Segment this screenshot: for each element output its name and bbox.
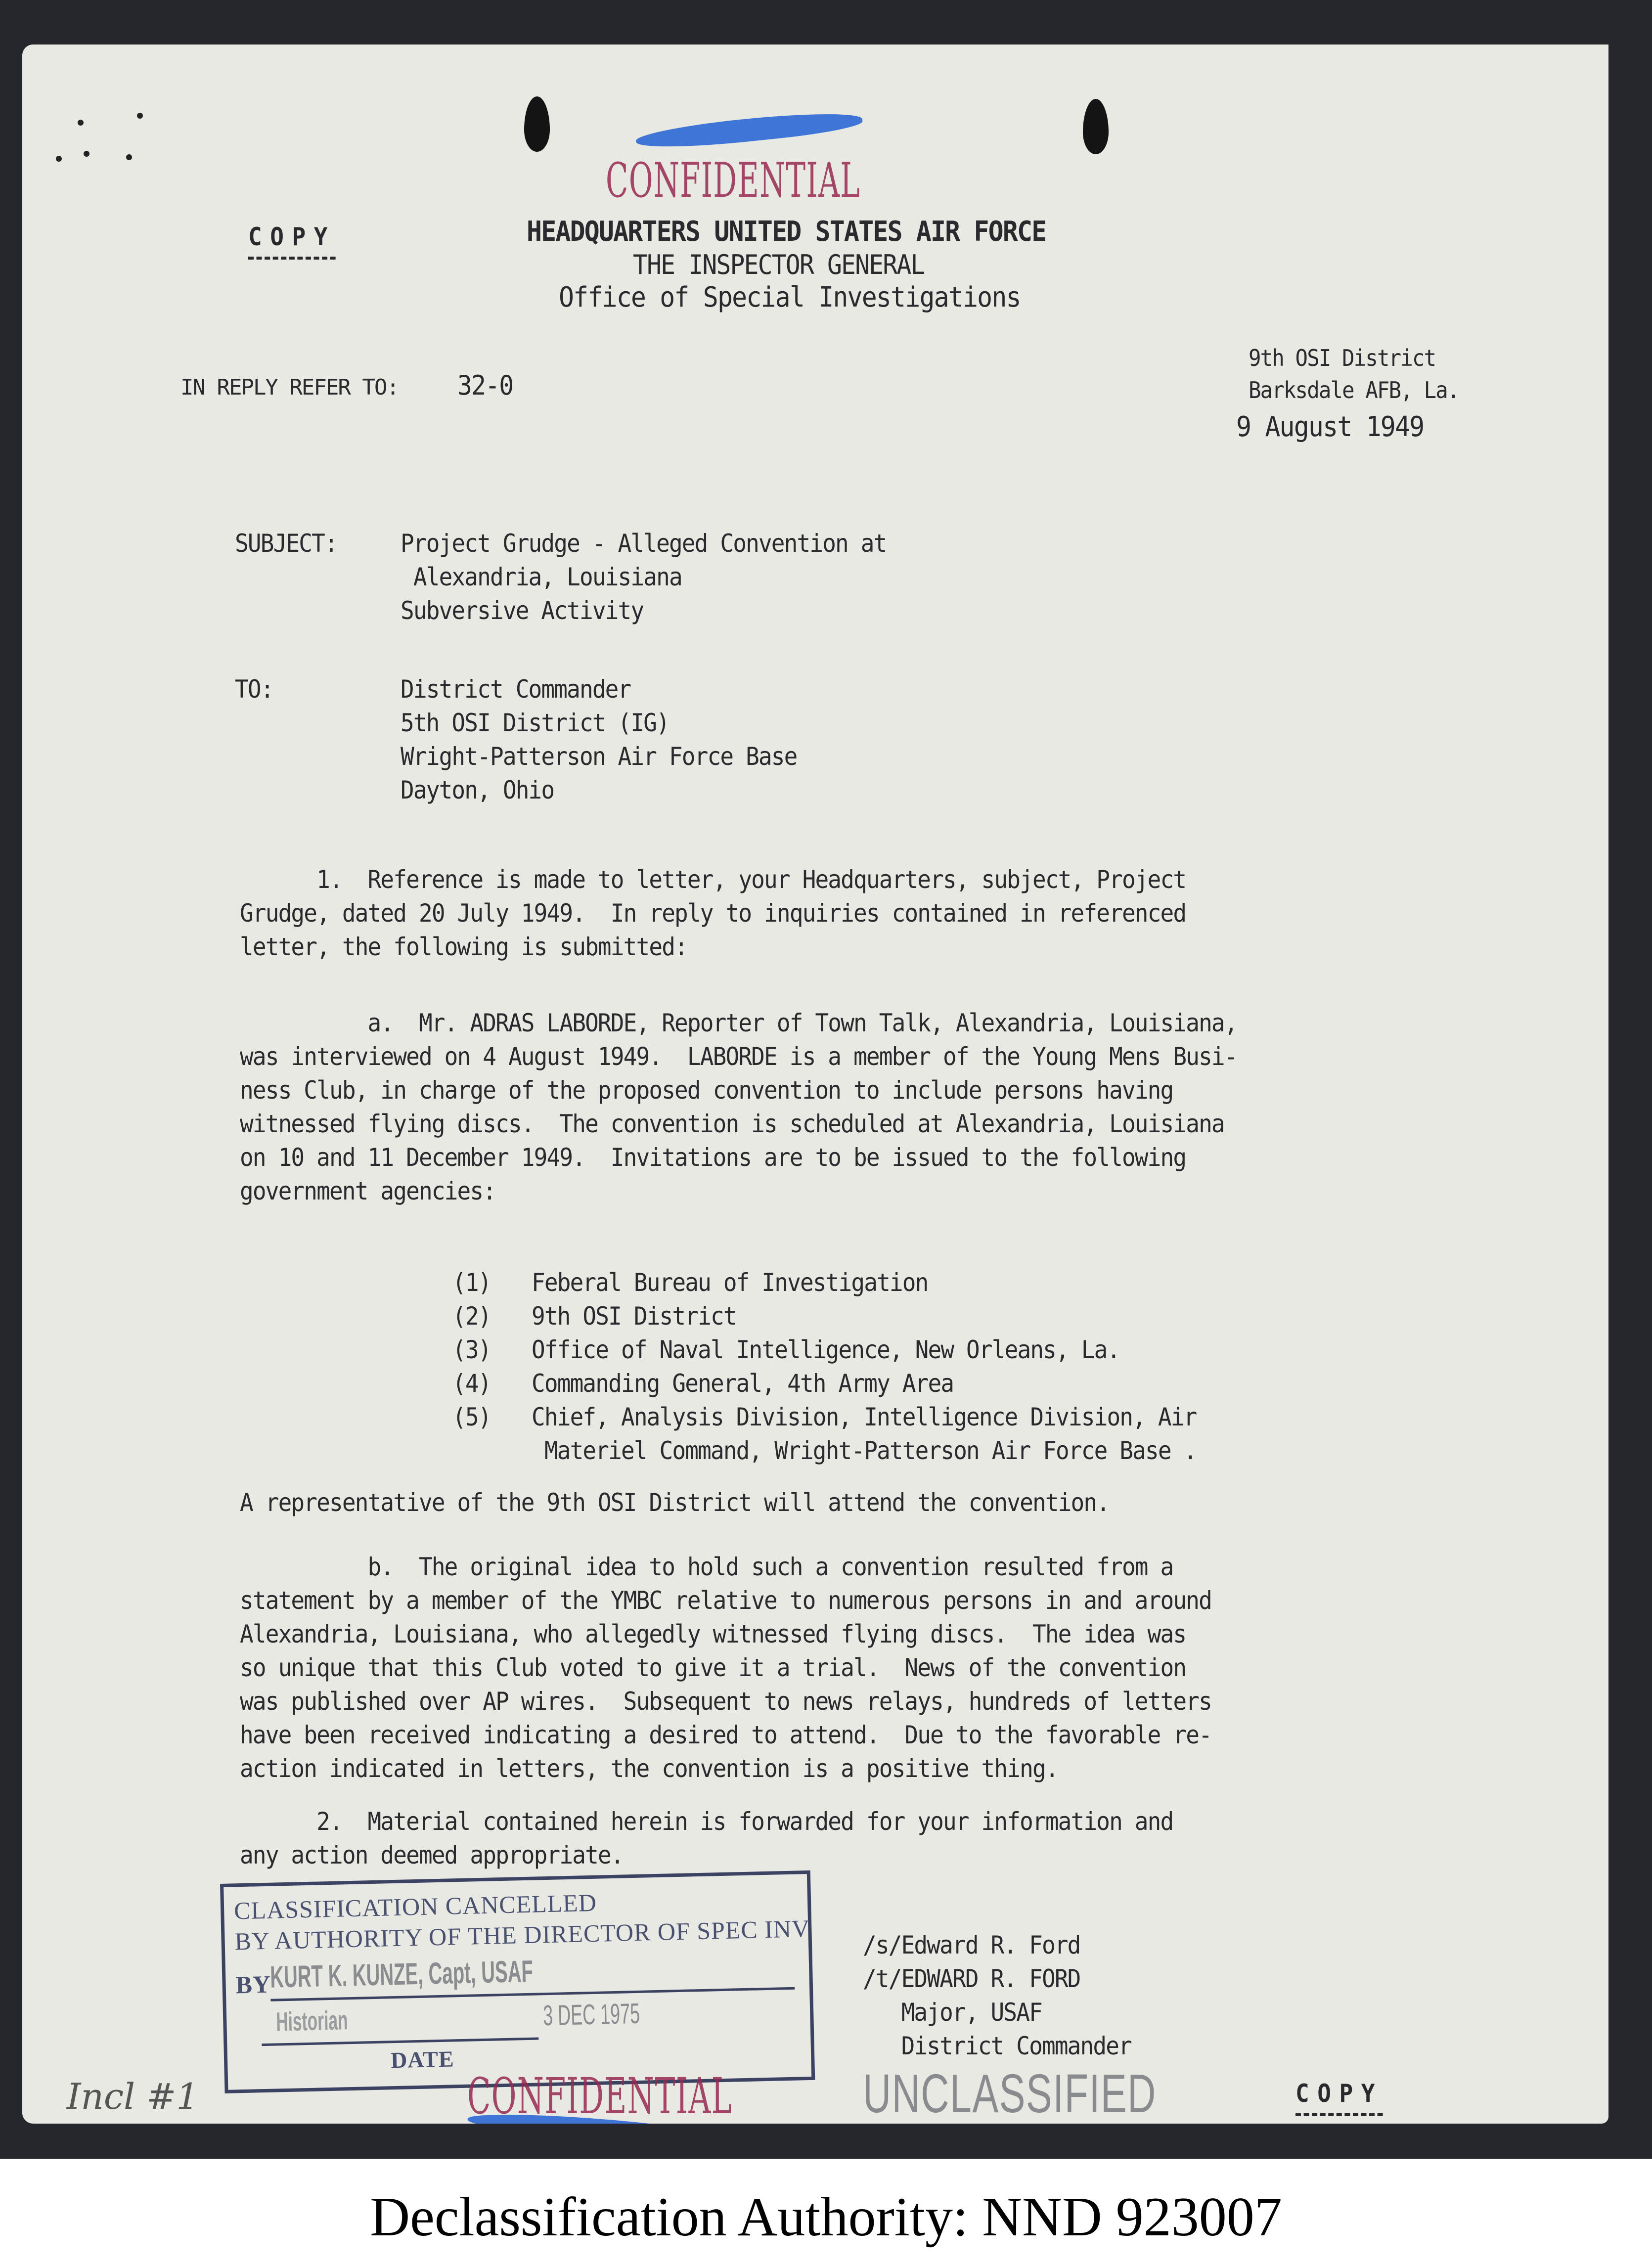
to-line: Dayton, Ohio xyxy=(401,776,554,804)
stamp-by-title: Historian xyxy=(275,2005,349,2037)
paragraph-line: on 10 and 11 December 1949. Invitations are to be issued to the following xyxy=(240,1143,1186,1172)
agency-number: (3) xyxy=(452,1335,491,1364)
paragraph-line: witnessed flying discs. The convention is scheduled at Alexandria, Louisiana xyxy=(240,1110,1224,1138)
signature-signed: /s/Edward R. Ford xyxy=(863,1931,1080,1959)
agency-text: Feberal Bureau of Investigation xyxy=(532,1268,928,1297)
declassification-stamp xyxy=(220,1870,815,2093)
reference-block xyxy=(180,370,513,404)
confidential-stamp-top: CONFIDENTIAL xyxy=(606,153,861,208)
letterhead-ig: THE INSPECTOR GENERAL xyxy=(633,249,925,280)
handwritten-enclosure-note: Incl #1 xyxy=(67,2076,199,2117)
punch-hole-right xyxy=(1083,99,1109,154)
stamp-date-label: DATE xyxy=(390,2046,455,2073)
copy-label-top: COPY xyxy=(248,220,336,260)
agency-text-continuation: Materiel Command, Wright-Patterson Air Force Base . xyxy=(532,1436,1197,1465)
letterhead-hq: HEADQUARTERS UNITED STATES AIR FORCE xyxy=(527,216,1046,248)
paragraph-line: 1. Reference is made to letter, your Headquarters, subject, Project xyxy=(240,865,1186,894)
signature-typed: /t/EDWARD R. FORD xyxy=(863,1964,1080,1993)
confidential-stamp-bottom: CONFIDENTIAL xyxy=(467,2067,732,2124)
staple-mark xyxy=(78,120,84,126)
punch-hole-left xyxy=(524,96,550,152)
paragraph-line: b. The original idea to hold such a convention resulted from a xyxy=(240,1553,1173,1581)
stamp-by-name: KURT K. KUNZE, Capt, USAF xyxy=(269,1954,534,1995)
unclassified-stamp: UNCLASSIFIED xyxy=(863,2063,1157,2124)
letterhead-osi: Office of Special Investigations xyxy=(559,281,1021,313)
agency-text: Commanding General, 4th Army Area xyxy=(532,1369,954,1398)
reference-value: 32-0 xyxy=(457,370,513,401)
to-label: TO: xyxy=(235,675,273,704)
letter-date: 9 August 1949 xyxy=(1236,411,1424,443)
to-line: 5th OSI District (IG) xyxy=(401,709,669,737)
paragraph-line: was interviewed on 4 August 1949. LABORDE is a member of the Young Mens Busi- xyxy=(240,1042,1237,1071)
staple-mark xyxy=(84,151,89,157)
paragraph-line: 2. Material contained herein is forwarded for your information and xyxy=(240,1807,1173,1836)
marker-strike-top xyxy=(635,107,863,153)
paragraph-line: action indicated in letters, the convention is a positive thing. xyxy=(240,1754,1058,1783)
to-line: District Commander xyxy=(401,675,631,704)
paragraph-line: Alexandria, Louisiana, who allegedly witnessed flying discs. The idea was xyxy=(240,1620,1186,1648)
stamp-by-label: BY xyxy=(235,1970,271,1999)
agency-number: (4) xyxy=(452,1369,491,1398)
declassification-caption: Declassification Authority: NND 923007 xyxy=(370,2186,1282,2248)
subject-label: SUBJECT: xyxy=(235,529,337,558)
stamp-line-cancelled: CLASSIFICATION CANCELLED xyxy=(233,1888,597,1925)
subject-line: Project Grudge - Alleged Convention at xyxy=(401,529,887,558)
sender-location: Barksdale AFB, La. xyxy=(1249,377,1459,403)
copy-label-bottom: COPY xyxy=(1295,2077,1383,2116)
paragraph-line: any action deemed appropriate. xyxy=(240,1841,624,1869)
staple-mark xyxy=(126,154,132,160)
signature-rank: Major, USAF xyxy=(863,1998,1042,2027)
paragraph-line: so unique that this Club voted to give it a trial. News of the convention xyxy=(240,1653,1186,1682)
sender-district: 9th OSI District xyxy=(1249,345,1436,371)
agency-text: 9th OSI District xyxy=(532,1302,736,1331)
paragraph-line: letter, the following is submitted: xyxy=(240,933,687,961)
staple-mark xyxy=(137,113,143,119)
stamp-date-value: 3 DEC 1975 xyxy=(542,1997,640,2032)
reference-label: IN REPLY REFER TO: xyxy=(180,375,399,400)
staple-mark xyxy=(56,156,62,162)
to-line: Wright-Patterson Air Force Base xyxy=(401,742,797,771)
agency-number: (2) xyxy=(452,1302,491,1331)
agency-text: Office of Naval Intelligence, New Orleans, La. xyxy=(532,1335,1120,1364)
paragraph-line: have been received indicating a desired to attend. Due to the favorable re- xyxy=(240,1721,1211,1749)
paragraph-line: a. Mr. ADRAS LABORDE, Reporter of Town Talk, Alexandria, Louisiana, xyxy=(240,1009,1237,1037)
paragraph-line: was published over AP wires. Subsequent to news relays, hundreds of letters xyxy=(240,1687,1211,1716)
paragraph-line: Grudge, dated 20 July 1949. In reply to inquiries contained in referenced xyxy=(240,899,1186,928)
paragraph-line: statement by a member of the YMBC relative to numerous persons in and around xyxy=(240,1586,1211,1615)
subject-line: Alexandria, Louisiana xyxy=(401,563,682,591)
paragraph-line: ness Club, in charge of the proposed convention to include persons having xyxy=(240,1076,1173,1105)
agency-number: (1) xyxy=(452,1268,491,1297)
paragraph-line: government agencies: xyxy=(240,1177,496,1205)
agency-text: Chief, Analysis Division, Intelligence Division, Air xyxy=(532,1403,1197,1431)
stamp-line-authority: BY AUTHORITY OF THE DIRECTOR OF SPEC INV xyxy=(234,1914,810,1956)
signature-title: District Commander xyxy=(863,2032,1131,2060)
document-page xyxy=(22,44,1608,2124)
subject-line: Subversive Activity xyxy=(401,596,644,625)
agency-number: (5) xyxy=(452,1403,491,1431)
representative-line: A representative of the 9th OSI District will attend the convention. xyxy=(240,1488,1110,1517)
